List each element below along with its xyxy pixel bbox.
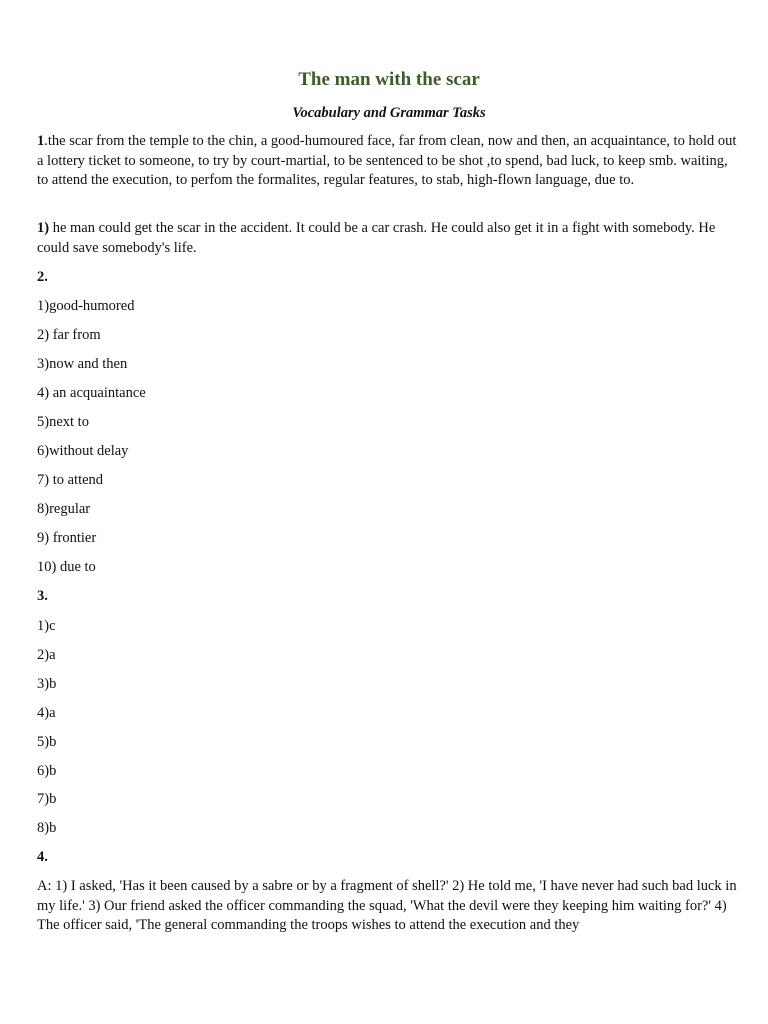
answer-1-paragraph [37,219,741,258]
list-item: 5)next to [37,414,89,430]
task-2-heading: 2. [37,269,48,285]
list-item: 7)b [37,791,57,807]
page-title: The man with the scar [298,69,480,90]
list-item: 4) an acquaintance [37,385,146,401]
task-1-text: .the scar from the temple to the chin, a good-humoured face, far from clean, now and then, an acquaintance, to hold out a lottery ticket to someone, to try by court-martial, to be sentenced to be shot ,to spend, bad luck, to keep smb. waiting, to attend the execution, to perfom the formalites, regular features, to stab, high-flown language, due to. [37,133,737,188]
answer-1-text: he man could get the scar in the accident. It could be a car crash. He could also get it in a fight with somebody. He could save somebody's life. [37,220,716,256]
list-item: 6)b [37,763,57,779]
task-4-heading: 4. [37,849,48,865]
answer-1-number: 1) [37,220,50,236]
list-item: 8)regular [37,501,91,517]
list-item: 8)b [37,820,57,836]
list-item: 1)c [37,618,56,634]
list-item: 3)now and then [37,356,128,372]
list-item: 2)a [37,647,56,663]
task-1-number: 1 [37,133,45,149]
page-subtitle: Vocabulary and Grammar Tasks [292,105,486,121]
list-item: 5)b [37,734,57,750]
list-item: 10) due to [37,559,96,575]
task-1-paragraph [37,132,741,191]
task-4-paragraph: A: 1) I asked, 'Has it been caused by a sabre or by a fragment of shell?' 2) He told me, 'I have never had such bad luck in my life.' 3) Our friend asked the officer commanding the squad, 'What the devil were they keeping him waiting for?' 4) The officer said, 'The general commanding the troops wishes to attend the execution and they [37,878,737,933]
list-item: 9) frontier [37,530,97,546]
list-item: 4)a [37,705,56,721]
list-item: 1)good-humored [37,298,135,314]
list-item: 3)b [37,676,57,692]
list-item: 6)without delay [37,443,129,459]
task-3-heading: 3. [37,588,48,604]
list-item: 7) to attend [37,472,104,488]
list-item: 2) far from [37,327,101,343]
